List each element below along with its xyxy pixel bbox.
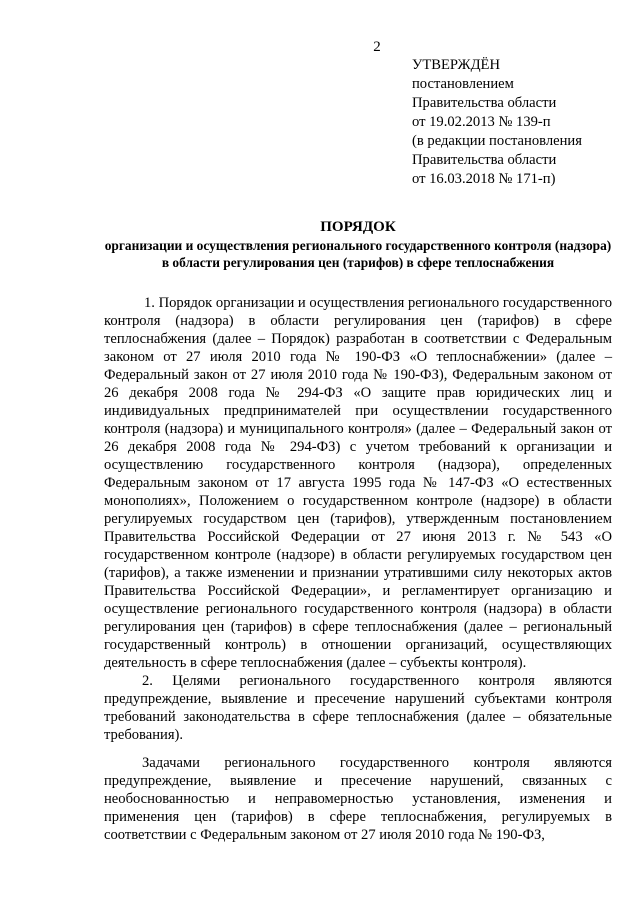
- approval-line: постановлением: [412, 76, 514, 92]
- approval-line: УТВЕРЖДЁН: [412, 57, 500, 73]
- approval-line: (в редакции постановления: [412, 133, 582, 149]
- approval-line: Правительства области: [412, 95, 557, 111]
- approval-line: от 16.03.2018 № 171-п): [412, 171, 556, 187]
- paragraph-2: 2. Целями регионального государственного контроля являются предупреждение, выявление и пресечение нарушений субъектами контроля требований законодательства в сфере теплоснабжения (далее – обязательные требования).: [104, 673, 612, 743]
- document-title: [104, 218, 612, 271]
- paragraph-1: 1. Порядок организации и осуществления регионального государственного контроля (надзора) в области регулирования цен (тарифов) в сфере теплоснабжения (далее – Порядок) разработан в соответствии с Федеральным законом от 27 июля 2010 года № 190-ФЗ «О теплоснабжении» (далее – Федеральный закон от 27 июля 2010 года № 190-ФЗ), Федеральным законом от 26 декабря 2008 года № 294-ФЗ «О защите прав юридических лиц и индивидуальных предпринимателей при осуществлении государственного контроля (надзора) и муниципального контроля» (далее – Федеральный закон от 26 декабря 2008 года № 294-ФЗ) с учетом требований к организации и осуществлению государственного контроля (надзора), определенных Федеральным законом от 17 августа 1995 года № 147-ФЗ «О естественных монополиях», Положением о государственном контроле (надзоре) в области регулируемых государством цен (тарифов), утвержденным постановлением Правительства Российской Федерации от 27 июня 2013 г. № 543 «О государственном контроле (надзоре) в области регулируемых государством цен (тарифов), а также изменении и признании утратившими силу некоторых актов Правительства Российской Федерации», и регламентирует организацию и осуществление регионального государственного контроля (надзора) в области регулирования цен (тарифов) в сфере теплоснабжения (далее – региональный государственный контроль) в отношении организаций, осуществляющих деятельность в сфере теплоснабжения (далее – субъекты контроля).: [104, 295, 612, 671]
- approval-line: от 19.02.2013 № 139-п: [412, 114, 551, 130]
- approval-line: Правительства области: [412, 152, 557, 168]
- title-subtitle: организации и осуществления регионального государственного контроля (надзора) в области регулирования цен (тарифов) в сфере теплоснабжения: [104, 238, 612, 270]
- document-body: [104, 294, 612, 844]
- paragraph-3: Задачами регионального государственного контроля являются предупреждение, выявление и пресечение нарушений, связанных с необоснованностью и неправомерностью установления, изменения и применения цен (тарифов) в сфере теплоснабжения, регулируемых в соответствии с Федеральным законом от 27 июля 2010 года № 190-ФЗ,: [104, 755, 612, 843]
- title-heading: ПОРЯДОК: [320, 219, 396, 235]
- page-number: 2: [373, 39, 381, 55]
- approval-block: [412, 56, 632, 189]
